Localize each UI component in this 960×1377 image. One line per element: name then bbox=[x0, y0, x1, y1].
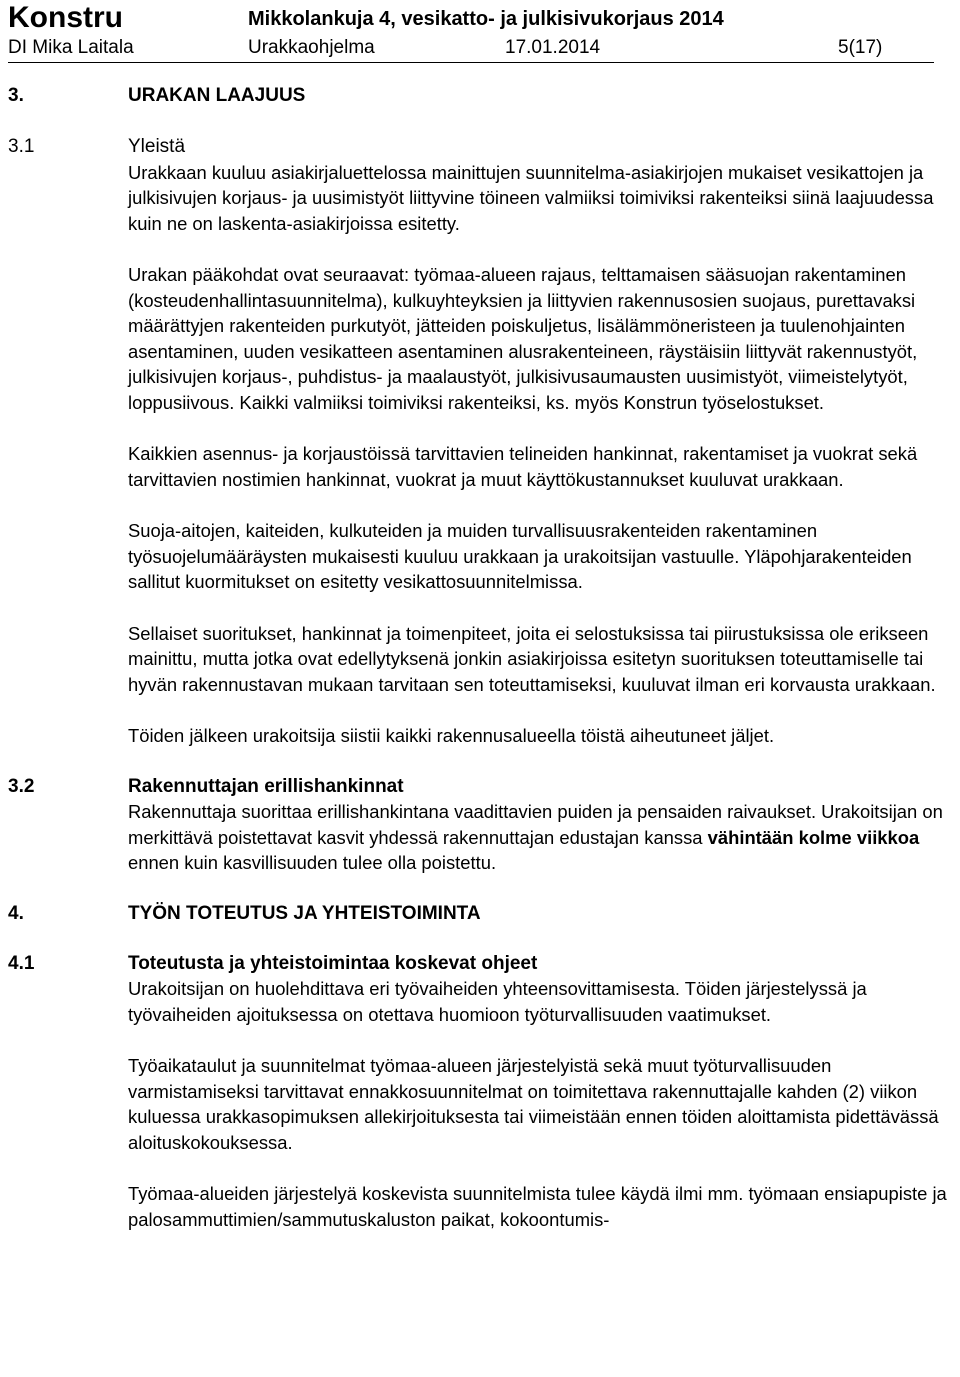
section-title: Rakennuttajan erillishankinnat bbox=[128, 775, 404, 797]
paragraph: Suoja-aitojen, kaiteiden, kulkuteiden ja muiden turvallisuusrakenteiden rakentaminen työsuojelumääräysten mukaisesti kuuluu urakkaan ja urakoitsijan vastuulle. Yläpohjarakenteiden sallitut kuormitukset on esitetty vesikattosuunnitelmissa. bbox=[128, 520, 912, 592]
page-number: 5(17) bbox=[838, 37, 883, 58]
section-title: TYÖN TOTEUTUS JA YHTEISTOIMINTA bbox=[128, 902, 481, 924]
section-4-1-body bbox=[128, 976, 954, 1232]
section-3-1-body bbox=[128, 160, 954, 749]
section-number: 4.1 bbox=[8, 952, 35, 974]
paragraph: Työmaa-alueiden järjestelyä koskevista suunnitelmista tulee käydä ilmi mm. työmaan ensiapupiste ja palosammuttimien/sammutuskaluston paikat, kokoontumis- bbox=[128, 1183, 947, 1230]
paragraph bbox=[128, 799, 954, 876]
section-number: 3.1 bbox=[8, 136, 35, 157]
document-date: 17.01.2014 bbox=[505, 37, 601, 58]
page-header bbox=[8, 0, 934, 64]
document-type: Urakkaohjelma bbox=[248, 37, 375, 58]
section-3-2-body bbox=[128, 799, 954, 876]
author: DI Mika Laitala bbox=[8, 37, 134, 58]
text-run: Rakennuttaja suorittaa erillishankintana vaadittavien puiden ja pensaiden raivaukset. Urakoitsijan on merkittävä poistettavat kasvit yhdessä rakennuttajan edustajan kanssa bbox=[128, 801, 943, 848]
paragraph: Urakan pääkohdat ovat seuraavat: työmaa-alueen rajaus, telttamaisen sääsuojan rakentaminen (kosteudenhallintasuunnitelma), kulkuyhteyksien ja liittyvien rakennusosien suojaus, purettavaksi määrättyjen rakenteiden purkutyöt, jätteiden poiskuljetus, lisälämmöneristeen ja tuulenohjainten asentaminen, uuden vesikatteen asentaminen alusrakenteineen, räystäisiin liittyvät rakennustyöt, julkisivujen korjaus-, puhdistus- ja maalaustyöt, julkisivusaumausten uusimistyöt, viimeistelytyöt, loppusiivous. Kaikki valmiiksi toimiviksi rakenteiksi, ks. myös Konstrun työselostukset. bbox=[128, 264, 918, 413]
emphasis-text: vähintään kolme viikkoa bbox=[707, 826, 920, 848]
section-title: URAKAN LAAJUUS bbox=[128, 85, 306, 106]
section-3-heading bbox=[8, 84, 954, 108]
paragraph: Urakoitsijan on huolehdittava eri työvaiheiden yhteensovittamisesta. Töiden järjestelyssä ja työvaiheiden ajoituksessa on otettava huomioon työturvallisuuden vaatimukset. bbox=[128, 978, 867, 1025]
paragraph: Kaikkien asennus- ja korjaustöissä tarvittavien telineiden hankinnat, rakentamiset ja vuokrat sekä tarvittavien nostimien hankinnat, vuokrat ja muut käyttökustannukset kuuluvat urakkaan. bbox=[128, 443, 918, 490]
document-body bbox=[8, 84, 954, 1232]
section-3-2-heading bbox=[8, 775, 954, 800]
section-title: Toteutusta ja yhteistoimintaa koskevat ohjeet bbox=[128, 952, 538, 974]
company-brand: Konstru bbox=[8, 1, 123, 34]
section-number: 3. bbox=[8, 85, 24, 106]
text-run: ennen kuin kasvillisuuden tulee olla poistettu. bbox=[128, 852, 497, 873]
section-3-1-heading bbox=[8, 135, 954, 160]
paragraph: Työaikataulut ja suunnitelmat työmaa-alueen järjestelyistä sekä muut työturvallisuuden varmistamiseksi tarvittavat ennakkosuunnitelmat on toimitettava rakennuttajalle kahden (2) viikon kuluessa urakkasopimuksen allekirjoituksesta tai viimeistään ennen töiden aloittamista pidettävässä aloituskokouksessa. bbox=[128, 1055, 939, 1153]
paragraph: Sellaiset suoritukset, hankinnat ja toimenpiteet, joita ei selostuksissa tai piirustuksissa ole erikseen mainittu, mutta jotka ovat edellytyksenä jonkin asiakirjoissa esitetyn suorituksen toteuttamiselle tai hyvän rakennustavan mukaan tarvitaan sen toteuttamiseksi, kuuluvat ilman eri korvausta urakkaan. bbox=[128, 622, 936, 695]
section-number: 3.2 bbox=[8, 775, 35, 797]
section-title: Yleistä bbox=[128, 136, 186, 157]
section-4-heading bbox=[8, 902, 954, 926]
header-divider bbox=[8, 62, 934, 63]
paragraph: Urakkaan kuuluu asiakirjaluettelossa mainittujen suunnitelma-asiakirjojen mukaiset vesikattojen ja julkisivujen korjaus- ja uusimistyöt liittyvine töineen valmiiksi toimiviksi rakenteiksi siinä laajuudessa kuin ne on laskenta-asiakirjoissa esitetty. bbox=[128, 161, 934, 234]
project-title: Mikkolankuja 4, vesikatto- ja julkisivukorjaus 2014 bbox=[248, 8, 724, 30]
paragraph: Töiden jälkeen urakoitsija siistii kaikki rakennusalueella töistä aiheutuneet jäljet. bbox=[128, 725, 775, 746]
section-4-1-heading bbox=[8, 952, 954, 977]
section-number: 4. bbox=[8, 902, 24, 924]
